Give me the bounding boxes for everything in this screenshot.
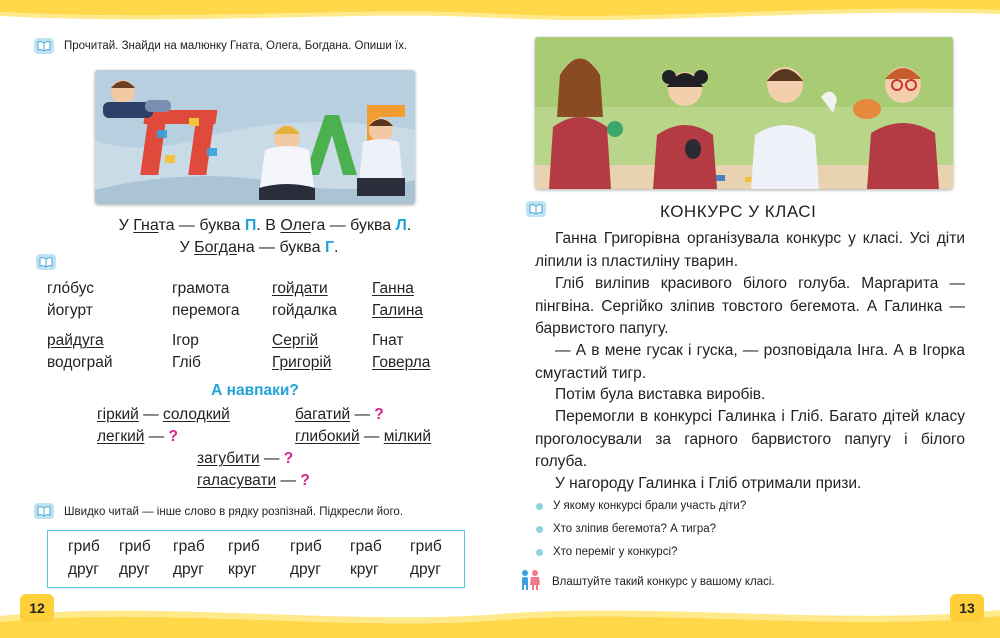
speed-word[interactable]: друг bbox=[68, 561, 99, 578]
speed-word[interactable]: гриб bbox=[228, 538, 260, 555]
speed-word[interactable]: гриб bbox=[410, 538, 442, 555]
opposite-pair: глибокий — мілкий bbox=[295, 428, 431, 445]
word: йогурт bbox=[47, 302, 93, 319]
speed-word[interactable]: граб bbox=[173, 538, 205, 555]
opposites-title: А навпаки? bbox=[211, 382, 299, 399]
word: перемога bbox=[172, 302, 240, 319]
letters-sentence-1: У Гната — буква П. В Олега — буква Л. bbox=[118, 217, 412, 234]
speed-word[interactable]: друг bbox=[119, 561, 150, 578]
speed-word[interactable]: гриб bbox=[119, 538, 151, 555]
story-paragraph: У нагороду Галинка і Гліб отримали призи. bbox=[555, 475, 862, 492]
opposite-pair: галасувати — ? bbox=[197, 472, 310, 489]
word: Говерла bbox=[372, 354, 431, 371]
word: Галина bbox=[372, 302, 424, 319]
word: Гнат bbox=[372, 332, 404, 349]
page-number-right: 13 bbox=[950, 594, 984, 622]
story-paragraph: Гліб виліпив красивого білого голуба. Маргарита — пінгвіна. Сергійко зліпив товстого бегемота. А Галинка — барвистого папугу. bbox=[535, 275, 965, 337]
speed-word[interactable]: круг bbox=[350, 561, 379, 578]
speed-word[interactable]: друг bbox=[173, 561, 204, 578]
page-number-left: 12 bbox=[20, 594, 54, 622]
question-item: Хто зліпив бегемота? А тигра? bbox=[536, 523, 716, 535]
question-item: У якому конкурсі брали участь діти? bbox=[536, 500, 746, 512]
book-icon bbox=[34, 38, 54, 54]
bullet-dot bbox=[536, 503, 543, 510]
word: райдуга bbox=[47, 332, 104, 349]
word: гло́бус bbox=[47, 280, 95, 297]
speed-word[interactable]: граб bbox=[350, 538, 382, 555]
right-page bbox=[500, 0, 1000, 638]
word: Гліб bbox=[172, 354, 201, 371]
opposite-pair: легкий — ? bbox=[97, 428, 179, 445]
book-icon bbox=[526, 201, 546, 217]
speed-reading-box bbox=[47, 530, 465, 588]
word: Ігор bbox=[172, 332, 199, 349]
group-task: Влаштуйте такий конкурс у вашому класі. bbox=[552, 576, 775, 588]
story-paragraph: Перемогли в конкурсі Галинка і Гліб. Багато дітей класу проголосували за гарного барвистого папугу і білого голуба. bbox=[535, 408, 965, 470]
word: Григорій bbox=[272, 354, 332, 371]
story-paragraph: Потім була виставка виробів. bbox=[555, 386, 766, 403]
word: гойдати bbox=[272, 280, 328, 297]
word: водограй bbox=[47, 354, 113, 371]
letters-sentence-2: У Богдана — буква Г. bbox=[179, 239, 339, 256]
speed-word[interactable]: друг bbox=[290, 561, 321, 578]
story-paragraph: — А в мене гусак і гуска, — розповідала Інга. А в Ігорка смугастий тигр. bbox=[535, 342, 965, 382]
speed-word[interactable]: гриб bbox=[290, 538, 322, 555]
speed-word[interactable]: круг bbox=[228, 561, 257, 578]
question-item: Хто переміг у конкурсі? bbox=[536, 546, 677, 558]
opposite-pair: гіркий — солодкий bbox=[97, 406, 230, 423]
opposite-pair: загубити — ? bbox=[197, 450, 294, 467]
word: Сергій bbox=[272, 332, 319, 349]
classroom-contest-illustration bbox=[535, 37, 953, 189]
speed-word[interactable]: гриб bbox=[68, 538, 100, 555]
read-instruction: Прочитай. Знайди на малюнку Гната, Олега, Богдана. Опиши їх. bbox=[64, 40, 408, 52]
word: гойдалка bbox=[272, 302, 338, 319]
speed-word[interactable]: друг bbox=[410, 561, 441, 578]
book-icon bbox=[36, 254, 56, 270]
book-icon bbox=[34, 503, 54, 519]
bullet-dot bbox=[536, 549, 543, 556]
opposite-pair: багатий — ? bbox=[295, 406, 384, 423]
story-paragraph: Ганна Григорівна організувала конкурс у класі. Усі діти ліпили із пластиліну тварин. bbox=[535, 230, 965, 270]
story-title: КОНКУРС У КЛАСІ bbox=[660, 202, 817, 221]
bullet-dot bbox=[536, 526, 543, 533]
word: грамота bbox=[172, 280, 230, 297]
word: Ганна bbox=[372, 280, 414, 297]
pair-work-icon bbox=[518, 569, 542, 591]
fast-read-instruction: Швидко читай — інше слово в рядку розпізнай. Підкресли його. bbox=[64, 506, 404, 518]
boys-blocks-illustration bbox=[95, 70, 415, 204]
